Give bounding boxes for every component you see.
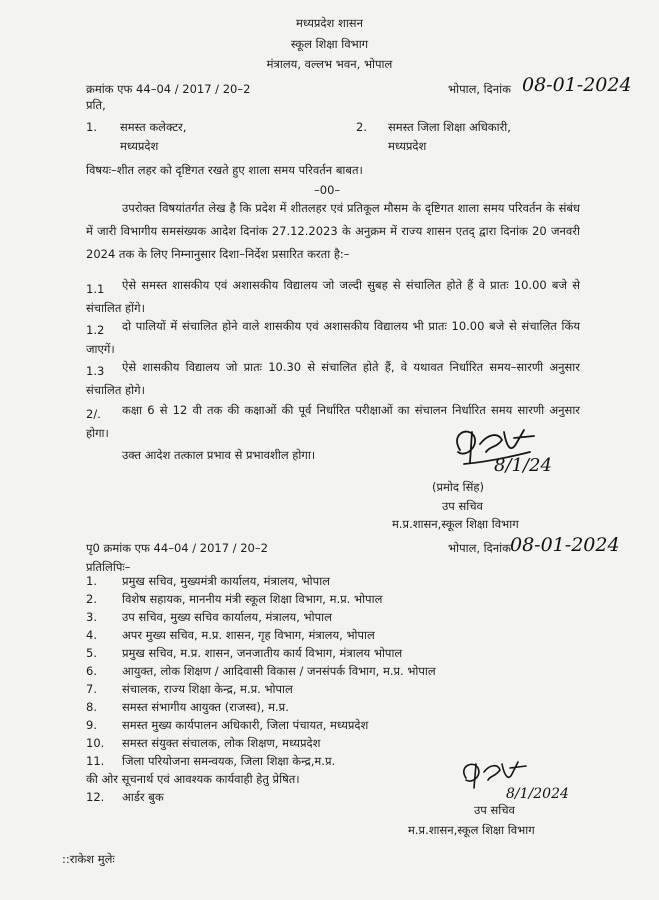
endorsement-number: पृ0 क्रमांक एफ 44–04 / 2017 / 20–2	[86, 541, 268, 555]
recipient-2-num: 2.	[356, 120, 367, 134]
copy-item-12-text: आर्डर बुक	[122, 790, 164, 804]
copy-item-2-text: विशेष सहायक, माननीय मंत्री स्कूल शिक्षा विभाग, म.प्र. भोपाल	[122, 592, 383, 606]
point-2-num: 2/.	[86, 407, 101, 421]
point-1-1-num: 1.1	[86, 282, 105, 296]
order-date-handwritten: 08-01-2024	[522, 74, 632, 96]
signature-1-date: 8/1/24	[494, 455, 552, 476]
copy-item-4-text: अपर मुख्य सचिव, म.प्र. शासन, गृह विभाग, मंत्रालय, भोपाल	[122, 628, 375, 642]
signatory-designation: उप सचिव	[442, 499, 483, 513]
point-1-3-text: ऐसे शासकीय विद्यालय जो प्रातः 10.30 से संचालित होते हैं, वे यथावत निर्धारित समय–सारणी अनुसार संचालित होगे।	[86, 360, 580, 397]
to-label: प्रति,	[86, 98, 106, 112]
copy-item-11-num: 11.	[86, 754, 105, 768]
signatory-office: म.प्र.शासन,स्कूल शिक्षा विभाग	[392, 517, 519, 531]
copy-item-4-num: 4.	[86, 628, 97, 642]
copy-item-7-text: संचालक, राज्य शिक्षा केन्द्र, म.प्र. भोपाल	[122, 682, 293, 696]
copy-label: प्रतिलिपिः–	[86, 560, 131, 574]
copy-item-2-num: 2.	[86, 592, 97, 606]
point-1-1-text: ऐसे समस्त शासकीय एवं अशासकीय विद्यालय जो जल्दी सुबह से संचालित होते हैं वे प्रातः 10.00 बजे से संचालित होंगे।	[86, 278, 580, 315]
copy-item-9-num: 9.	[86, 718, 97, 732]
point-1-2-num: 1.2	[86, 323, 105, 337]
copy-item-11-text: जिला परियोजना समन्वयक, जिला शिक्षा केन्द्र,म.प्र.	[122, 754, 336, 768]
copy-item-10-text: समस्त संयुक्त संचालक, लोक शिक्षण, मध्यप्रदेश	[122, 736, 321, 750]
separator: –00–	[314, 183, 341, 197]
copy-item-3-text: उप सचिव, मुख्य सचिव कार्यालय, मंत्रालय, भोपाल	[122, 610, 332, 624]
typist-note: ::राकेश मुलेः	[62, 852, 115, 866]
forward-note: की ओर सूचनार्थ एवं आवश्यक कार्यवाही हेतु प्रेषित।	[86, 772, 300, 786]
endorsement-office: म.प्र.शासन,स्कूल शिक्षा विभाग	[408, 823, 535, 837]
signature-2-date: 8/1/2024	[506, 786, 569, 802]
point-1-2-text: दो पालियों में संचालित होने वाले शासकीय एवं अशासकीय विद्यालय भी प्रातः 10.00 बजे से संचालित किंय जाएगें।	[86, 319, 580, 356]
closing-line: उक्त आदेश तत्काल प्रभाव से प्रभावशील होगा।	[122, 448, 316, 462]
recipient-1-line2: मध्यप्रदेश	[120, 139, 159, 153]
signatory-name: (प्रमोद सिंह)	[432, 480, 484, 494]
copy-item-7-num: 7.	[86, 682, 97, 696]
endorsement-place-date-label: भोपाल, दिनांक	[448, 541, 511, 555]
header-line-1: मध्यप्रदेश शासन	[296, 16, 363, 30]
copy-item-1-num: 1.	[86, 574, 97, 588]
recipient-1-num: 1.	[86, 120, 97, 134]
copy-item-8-num: 8.	[86, 700, 97, 714]
copy-item-10-num: 10.	[86, 736, 105, 750]
copy-item-5-num: 5.	[86, 646, 97, 660]
subject-line: विषयः–शीत लहर को दृष्टिगत रखते हुए शाला समय परिवर्तन बाबत।	[86, 163, 363, 177]
recipient-2-line2: मध्यप्रदेश	[388, 139, 427, 153]
copy-item-12-num: 12.	[86, 790, 105, 804]
endorsement-designation: उप सचिव	[474, 803, 515, 817]
intro-paragraph: उपरोक्त विषयांतर्गत लेख है कि प्रदेश में शीतलहर एवं प्रतिकूल मौसम के दृष्टिगत शाला समय परिवर्तन के संबंध में जारी विभागीय समसंख्यक आदेश दिनांक 27.12.2023 के अनुक्रम में राज्य शासन एतद् द्वारा दिनांक 20 जनवरी 2024 तक के लिए निम्नानुसार दिशा–निर्देश प्रसारित करता है:–	[86, 201, 580, 261]
copy-item-9-text: समस्त मुख्य कार्यपालन अधिकारी, जिला पंचायत, मध्यप्रदेश	[122, 718, 369, 732]
endorsement-date-handwritten: 08-01-2024	[510, 534, 620, 556]
copy-item-6-num: 6.	[86, 664, 97, 678]
header-line-3: मंत्रालय, वल्लभ भवन, भोपाल	[266, 57, 393, 71]
point-1-3-num: 1.3	[86, 364, 105, 378]
copy-item-5-text: प्रमुख सचिव, म.प्र. शासन, जनजातीय कार्य विभाग, मंत्रालय भोपाल	[122, 646, 403, 660]
copy-item-3-num: 3.	[86, 610, 97, 624]
copy-item-6-text: आयुक्त, लोक शिक्षण / आदिवासी विकास / जनसंपर्क विभाग, म.प्र. भोपाल	[122, 664, 436, 678]
copy-item-1-text: प्रमुख सचिव, मुख्यमंत्री कार्यालय, मंत्रालय, भोपाल	[122, 574, 330, 588]
copy-item-8-text: समस्त संभागीय आयुक्त (राजस्व), म.प्र.	[122, 700, 289, 714]
point-2-text: कक्षा 6 से 12 वी तक की कक्षाओं की पूर्व निर्धारित परीक्षाओं का संचालन निर्धारित समय सारणी अनुसार होगा।	[86, 403, 580, 440]
recipient-2-line1: समस्त जिला शिक्षा अधिकारी,	[388, 120, 511, 134]
order-place-date-label: भोपाल, दिनांक	[448, 82, 511, 96]
header-line-2: स्कूल शिक्षा विभाग	[290, 37, 369, 51]
order-number: क्रमांक एफ 44–04 / 2017 / 20–2	[86, 82, 251, 96]
recipient-1-line1: समस्त कलेक्टर,	[120, 120, 187, 134]
